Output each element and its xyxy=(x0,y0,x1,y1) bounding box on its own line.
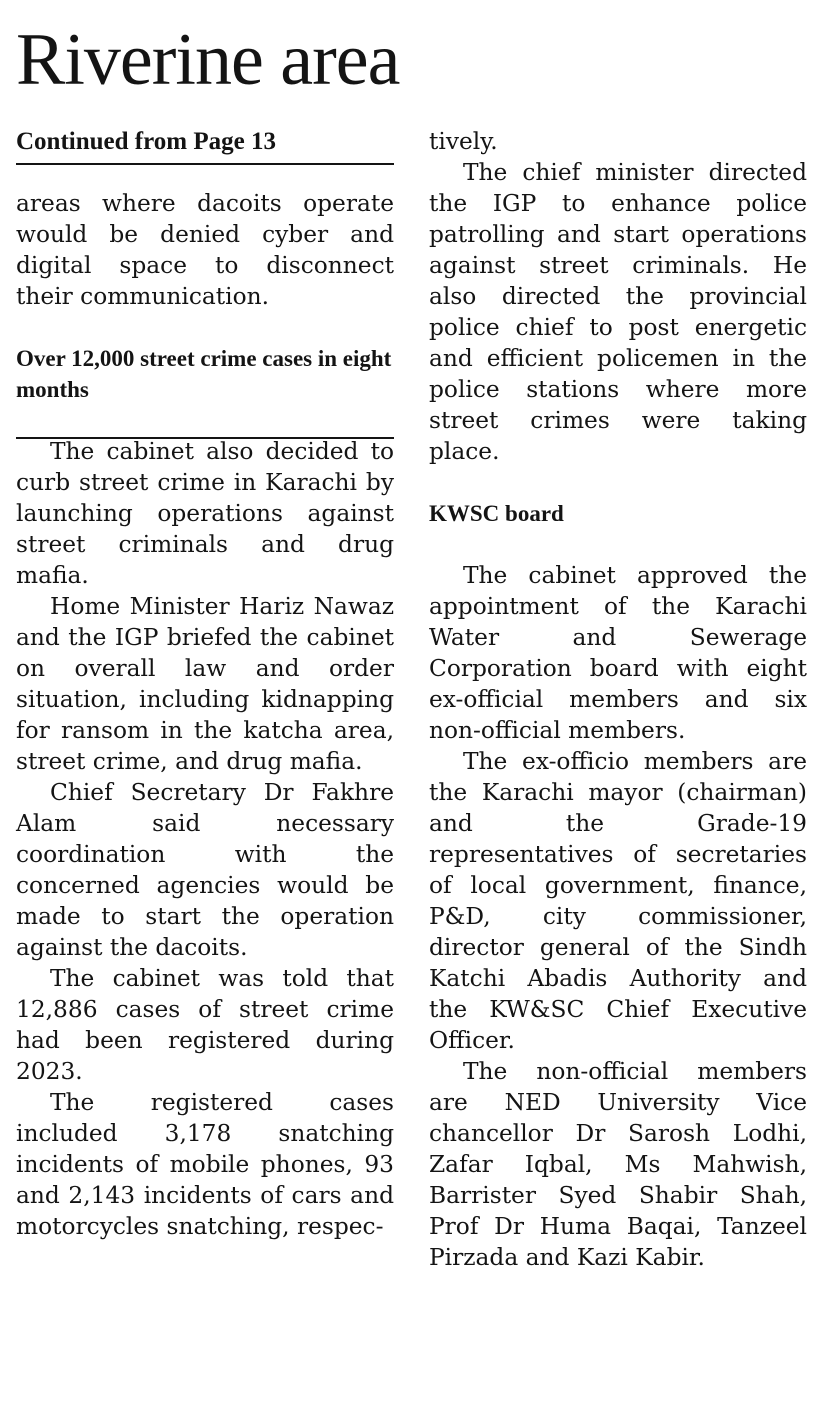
intro-paragraph: areas where dacoits operate would be denied cyber and digital space to disconnect their communication. xyxy=(16,190,394,310)
body-paragraph: The cabinet approved the appointment of the Karachi Water and Sewerage Corporation board with eight ex-official members and six non-official members. xyxy=(429,562,807,744)
body-paragraph: The registered cases included 3,178 snatching incidents of mobile phones, 93 and 2,143 incidents of cars and motorcycles snatching, respec- xyxy=(16,1089,394,1240)
left-column xyxy=(16,126,394,1242)
body-paragraph: Home Minister Hariz Nawaz and the IGP briefed the cabinet on overall law and order situation, including kidnapping for ransom in the katcha area, street crime, and drug mafia. xyxy=(16,593,394,775)
body-paragraph: The chief minister directed the IGP to enhance police patrolling and start operations against street criminals. He also directed the provincial police chief to post energetic and efficient policemen in the police stations where more street crimes were taking place. xyxy=(429,159,807,465)
body-paragraph: The non-official members are NED University Vice chancellor Dr Sarosh Lodhi, Zafar Iqbal, Ms Mahwish, Barrister Syed Shabir Shah, Prof Dr Huma Baqai, Tanzeel Pirzada and Kazi Kabir. xyxy=(429,1058,807,1271)
street-crime-subhead: Over 12,000 street crime cases in eight months xyxy=(16,346,392,402)
right-column xyxy=(429,126,807,1273)
headline: Riverine area xyxy=(16,19,400,101)
body-paragraph: The ex-officio members are the Karachi mayor (chairman) and the Grade-19 representatives of secretaries of local government, finance, P&D, city commissioner, director general of the Sindh Katchi Abadis Authority and the KW&SC Chief Executive Officer. xyxy=(429,748,807,1054)
body-paragraph: The cabinet was told that 12,886 cases of street crime had been registered during 2023. xyxy=(16,965,394,1085)
continued-kicker: Continued from Page 13 xyxy=(16,128,276,155)
body-paragraph: The cabinet also decided to curb street crime in Karachi by launching operations against street criminals and drug mafia. xyxy=(16,438,394,589)
body-paragraph: Chief Secretary Dr Fakhre Alam said necessary coordination with the concerned agencies would be made to start the operation against the dacoits. xyxy=(16,779,394,961)
continuation-text: tively. xyxy=(429,128,498,155)
kwsc-board-subhead: KWSC board xyxy=(429,501,564,526)
